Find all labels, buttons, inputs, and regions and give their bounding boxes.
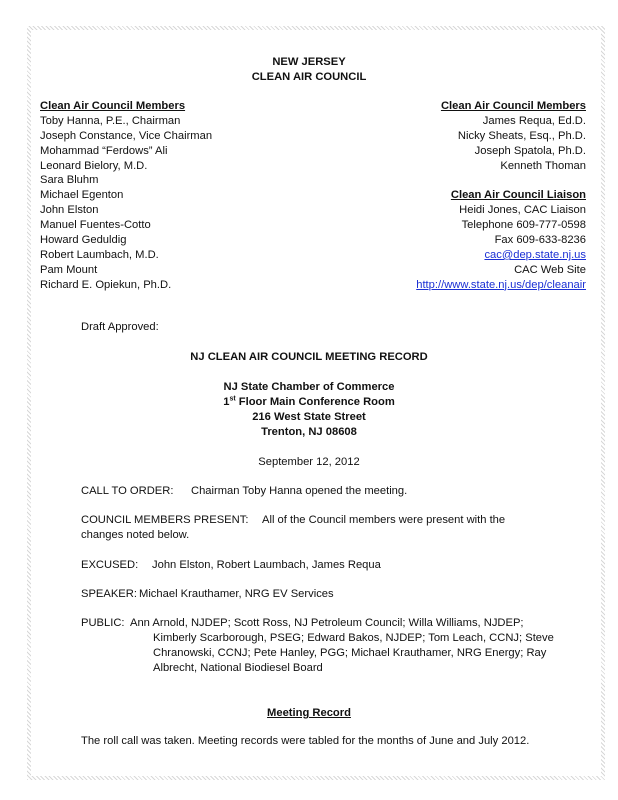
website-label: CAC Web Site (514, 263, 586, 276)
present-text-continued: changes noted below. (81, 529, 190, 541)
public-line: Albrecht, National Biodiesel Board (153, 662, 323, 674)
speaker-text: Michael Krauthamer, NRG EV Services (139, 588, 334, 600)
location-floor: 1st Floor Main Conference Room (223, 395, 395, 408)
member-name: Mohammad “Ferdows” Ali (40, 144, 168, 157)
excused-text: John Elston, Robert Laumbach, James Requa (152, 559, 381, 571)
record-title: NJ CLEAN AIR COUNCIL MEETING RECORD (190, 351, 428, 363)
members-right-heading: Clean Air Council Members (440, 100, 586, 112)
meeting-date: September 12, 2012 (258, 456, 360, 468)
member-name: John Elston (40, 204, 99, 217)
location-line1: NJ State Chamber of Commerce (223, 381, 395, 393)
public-line: Ann Arnold, NJDEP; Scott Ross, NJ Petroleum Council; Willa Williams, NJDEP; (130, 617, 524, 629)
speaker-label: SPEAKER: (81, 588, 137, 600)
member-name: Richard E. Opiekun, Ph.D. (40, 278, 172, 291)
members-left-column (40, 99, 212, 293)
member-name: Joseph Spatola, Ph.D. (474, 144, 586, 157)
excused-label: EXCUSED: (81, 559, 139, 571)
liaison-email-link[interactable]: cac@dep.state.nj.us (484, 248, 586, 261)
meeting-record-heading: Meeting Record (267, 707, 351, 719)
member-name: Robert Laumbach, M.D. (40, 248, 159, 261)
call-to-order-text: Chairman Toby Hanna opened the meeting. (191, 485, 408, 497)
liaison-fax: Fax 609-633-8236 (494, 234, 586, 247)
member-name: Kenneth Thoman (500, 159, 586, 172)
member-name: Leonard Bielory, M.D. (40, 159, 148, 172)
member-name: James Requa, Ed.D. (482, 114, 586, 127)
member-name: Sara Bluhm (40, 174, 99, 187)
location-street: 216 West State Street (252, 411, 366, 423)
draft-status: Draft Approved: (81, 321, 159, 333)
members-right-column (416, 99, 586, 293)
member-name: Michael Egenton (40, 189, 124, 202)
liaison-heading: Clean Air Council Liaison (450, 189, 586, 202)
public-line: Kimberly Scarborough, PSEG; Edward Bakos, NJDEP; Tom Leach, CCNJ; Steve (153, 632, 554, 644)
call-to-order-label: CALL TO ORDER: (81, 485, 174, 497)
member-name: Manuel Fuentes-Cotto (40, 219, 151, 232)
public-line: Chranowski, CCNJ; Pete Hanley, PGG; Michael Krauthamer, NRG Energy; Ray (153, 647, 547, 659)
liaison-name: Heidi Jones, CAC Liaison (459, 204, 586, 217)
member-name: Toby Hanna, P.E., Chairman (40, 114, 181, 127)
member-name: Howard Geduldig (40, 234, 127, 247)
website-link[interactable]: http://www.state.nj.us/dep/cleanair (416, 278, 586, 291)
member-name: Nicky Sheats, Esq., Ph.D. (457, 129, 586, 142)
public-label: PUBLIC: (81, 617, 125, 629)
member-name: Pam Mount (40, 263, 98, 276)
liaison-telephone: Telephone 609-777-0598 (461, 219, 586, 232)
spacer (416, 173, 586, 188)
present-text: All of the Council members were present with the (262, 514, 506, 526)
header-council: CLEAN AIR COUNCIL (251, 71, 367, 83)
present-label: COUNCIL MEMBERS PRESENT: (81, 514, 249, 526)
location-city: Trenton, NJ 08608 (261, 426, 357, 438)
member-name: Joseph Constance, Vice Chairman (40, 129, 213, 142)
roll-call-text: The roll call was taken. Meeting records were tabled for the months of June and July 2012. (81, 735, 530, 747)
members-left-heading: Clean Air Council Members (40, 100, 186, 112)
header-state: NEW JERSEY (272, 56, 346, 68)
